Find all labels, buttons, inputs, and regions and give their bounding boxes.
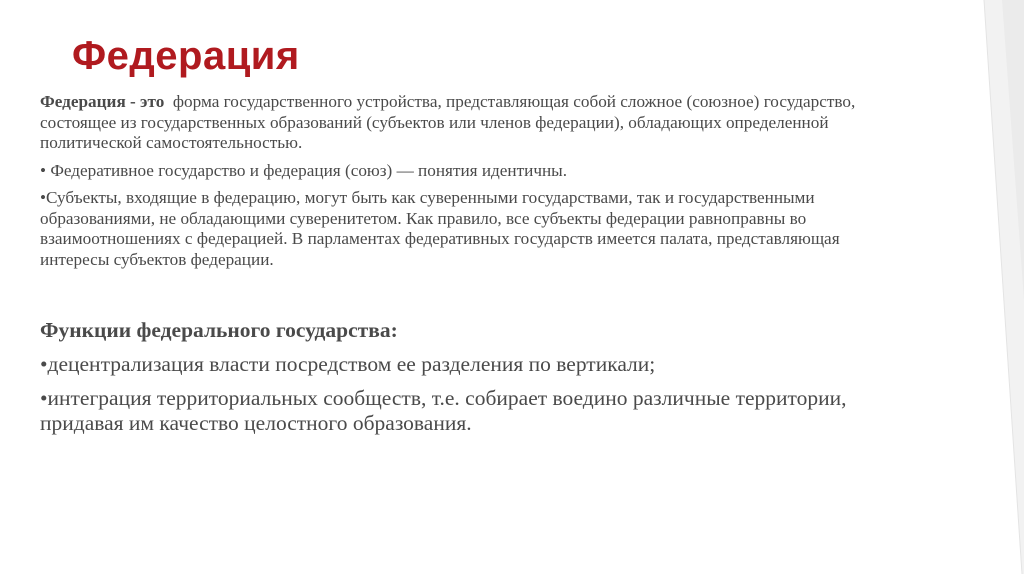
- slide-title: Федерация: [72, 34, 300, 78]
- bullet-item: • Федеративное государство и федерация (союз) — понятия идентичны.: [40, 160, 568, 180]
- functions-block: [40, 318, 900, 445]
- definition-term: Федерация - это: [40, 92, 165, 111]
- decorative-corner-shape: [964, 0, 1024, 574]
- function-item: •интеграция территориальных сообществ, т.е. собирает воедино различные территории, придавая им качество целостного образования.: [40, 386, 847, 435]
- function-item: •децентрализация власти посредством ее разделения по вертикали;: [40, 352, 656, 376]
- functions-heading: Функции федерального государства:: [40, 318, 398, 342]
- definition-block: [40, 92, 890, 277]
- bullet-item: •Субъекты, входящие в федерацию, могут быть как суверенными государствами, так и государственными образованиями, не обладающими суверенитетом. Как правило, все субъекты федерации равноправны во взаимоотношениях с федерацией. В парламентах федеративных государств имеется палата, представляющая интересы субъектов федерации.: [40, 188, 840, 269]
- definition-paragraph: [40, 92, 890, 154]
- definition-text: форма государственного устройства, представляющая собой сложное (союзное) государство, состоящее из государственных образований (субъектов или членов федерации), обладающих определенной политической самостоятельностью.: [40, 92, 860, 152]
